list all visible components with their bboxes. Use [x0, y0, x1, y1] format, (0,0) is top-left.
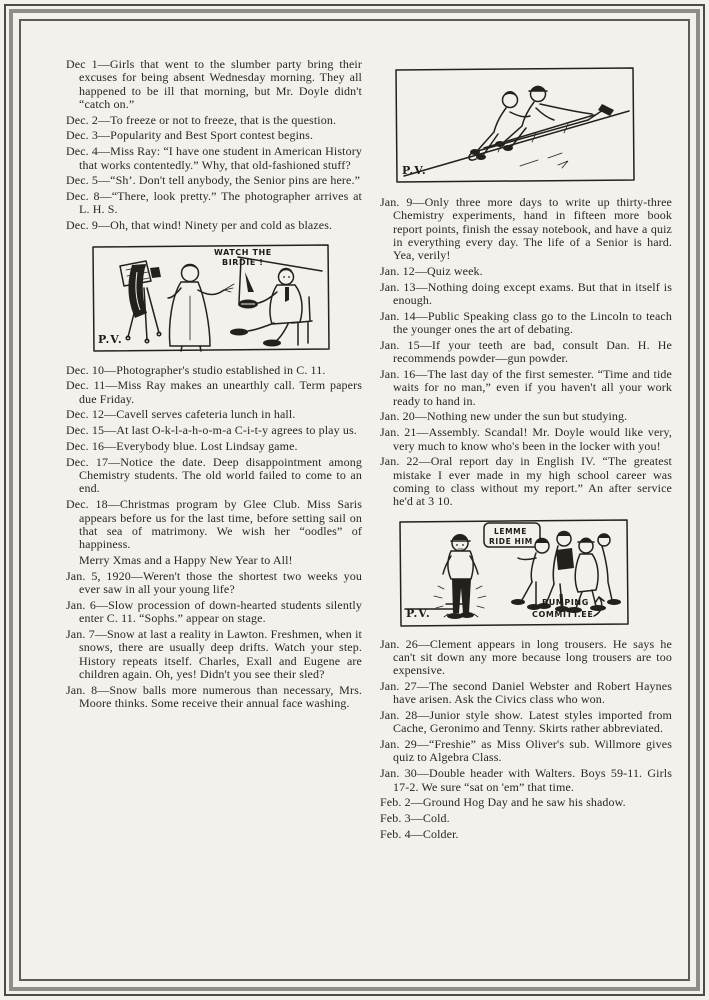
diary-entry: Jan. 30—Double header with Walters. Boys 59-11. Girls 17-2. We sure “sat on 'em” that time. [380, 766, 672, 794]
diary-entry: Jan. 9—Only three more days to write up thirty-three Chemistry experiments, hand in fifteen more book report points, finish the essay notebook, and have a quiz in everything every day. The life of a Senior is hard. Yea, verily! [380, 195, 672, 263]
diary-entry: Dec. 17—Notice the date. Deep disappointment among Chemistry students. The old world failed to come to an end. [66, 454, 362, 496]
diary-entry: Jan. 29—“Freshie” as Miss Oliver's sub. Willmore gives quiz to Algebra Class. [380, 737, 672, 765]
diary-entry: Jan. 22—Oral report day in English IV. “The greatest mistake I ever made in my high school career was coming to class without my report.” An after service he'd at 3 10. [380, 454, 672, 509]
right-column [380, 58, 672, 844]
bumping-committee-cartoon-figure [396, 516, 632, 630]
diary-entry: Jan. 8—Snow balls more numerous than necessary, Mrs. Moore thinks. Some receive their annual face washing. [66, 682, 362, 710]
diary-entry: Dec. 8—“There, look pretty.” The photographer arrives at L. H. S. [66, 189, 362, 217]
left-column [66, 58, 362, 713]
diary-entry: Feb. 3—Cold. [380, 811, 450, 826]
speech-bubble-line2: RIDE HIM [489, 536, 533, 546]
diary-entry: Dec. 18—Christmas program by Glee Club. Miss Saris appears before us for the last time, before setting sail on that sea of matrimony. We wish her “oodles” of happiness. [66, 497, 362, 552]
cartoon-caption-line2: BIRDIE ! [222, 257, 264, 267]
diary-entry: Dec. 11—Miss Ray makes an unearthly call. Term papers due Friday. [66, 378, 362, 406]
entries-jan9-jan22 [380, 196, 672, 509]
diary-entry: Dec. 5—“Sh’. Don't tell anybody, the Senior pins are here.” [66, 173, 361, 188]
diary-entry: Merry Xmas and a Happy New Year to All! [79, 552, 293, 567]
diary-entry: Jan. 21—Assembly. Scandal! Mr. Doyle would like very, very much to know who's been in the locker with you! [380, 425, 672, 453]
diary-entry: Jan. 7—Snow at last a reality in Lawton. Freshmen, when it snows, there are usually deep drifts. Watch your step. History repeats itself. Charles, Exall and Eugene are children again. Oh, yes! Didn't you see their sled? [66, 626, 362, 681]
diary-entry: Jan. 14—Public Speaking class go to the Lincoln to teach the younger ones the art of debating. [380, 308, 672, 337]
cartoon-label-line1: BUMPING [542, 597, 589, 607]
diary-entry: Dec. 9—Oh, that wind! Ninety per and cold as blazes. [66, 218, 333, 233]
diary-entry: Dec. 4—Miss Ray: “I have one student in American History that works contentedly.” Why, that old-fashioned stuff? [66, 144, 362, 172]
entries-jan26-feb4 [380, 638, 672, 842]
sled-cartoon-illustration [392, 64, 638, 186]
entries-dec1-dec9 [66, 58, 362, 233]
diary-entry: Jan. 16—The last day of the first semester. “Time and tide waits for no man,” even if you haven't all your work ready to hand in. [380, 367, 672, 408]
diary-entry: Feb. 2—Ground Hog Day and he saw his shadow. [380, 795, 626, 810]
diary-entry: Jan. 20—Nothing new under the sun but studying. [380, 409, 628, 424]
photographer-cartoon-illustration [88, 240, 334, 356]
diary-entry: Feb. 4—Colder. [380, 826, 459, 841]
speech-bubble-line1: LEMME [494, 526, 527, 536]
cartoon-label-line2: COMMITT.EE [532, 609, 594, 619]
diary-entry: Jan. 12—Quiz week. [380, 263, 483, 278]
diary-entry: Jan. 5, 1920—Weren't those the shortest two weeks you ever saw in all your young life? [66, 568, 362, 597]
artist-signature: P.V. [402, 163, 427, 177]
diary-entry: Jan. 28—Junior style show. Latest styles imported from Cache, Geronimo and Tenny. Skirts rather abbreviated. [380, 708, 672, 736]
entries-dec10-jan8 [66, 364, 362, 711]
artist-signature: P.V. [98, 333, 123, 347]
diary-entry: Dec. 16—Everybody blue. Lost Lindsay game. [66, 439, 298, 454]
diary-entry: Dec. 10—Photographer's studio established in C. 11. [66, 362, 326, 377]
diary-entry: Jan. 27—The second Daniel Webster and Robert Haynes have arisen. Ask the Civics class who won. [380, 678, 672, 707]
diary-entry: Dec. 12—Cavell serves cafeteria lunch in hall. [66, 407, 296, 422]
diary-entry: Dec. 3—Popularity and Best Sport contest begins. [66, 128, 314, 143]
sled-cartoon-figure [392, 64, 638, 186]
diary-entry: Jan. 26—Clement appears in long trousers. He says he can't sit down any more because long trousers are too expensive. [380, 636, 672, 678]
diary-entry: Jan. 6—Slow procession of down-hearted students silently enter C. 11. “Sophs.” appear on stage. [66, 597, 362, 626]
cartoon-caption-line1: WATCH THE [214, 247, 272, 257]
diary-entry: Dec. 15—At last O-k-l-a-h-o-m-a C-i-t-y agrees to play us. [66, 423, 357, 438]
artist-signature: P.V. [406, 607, 431, 621]
diary-entry: Dec 1—Girls that went to the slumber party bring their excuses for being absent Wednesday morning. They all happened to be ill that morning, but Mr. Doyle didn't “catch on.” [66, 57, 362, 111]
diary-entry: Jan. 15—If your teeth are bad, consult Dan. H. He recommends powder—gun powder. [380, 337, 672, 366]
photographer-cartoon-figure [88, 240, 334, 356]
diary-entry: Dec. 2—To freeze or not to freeze, that is the question. [66, 112, 337, 127]
diary-entry: Jan. 13—Nothing doing except exams. But that in itself is enough. [380, 279, 672, 308]
